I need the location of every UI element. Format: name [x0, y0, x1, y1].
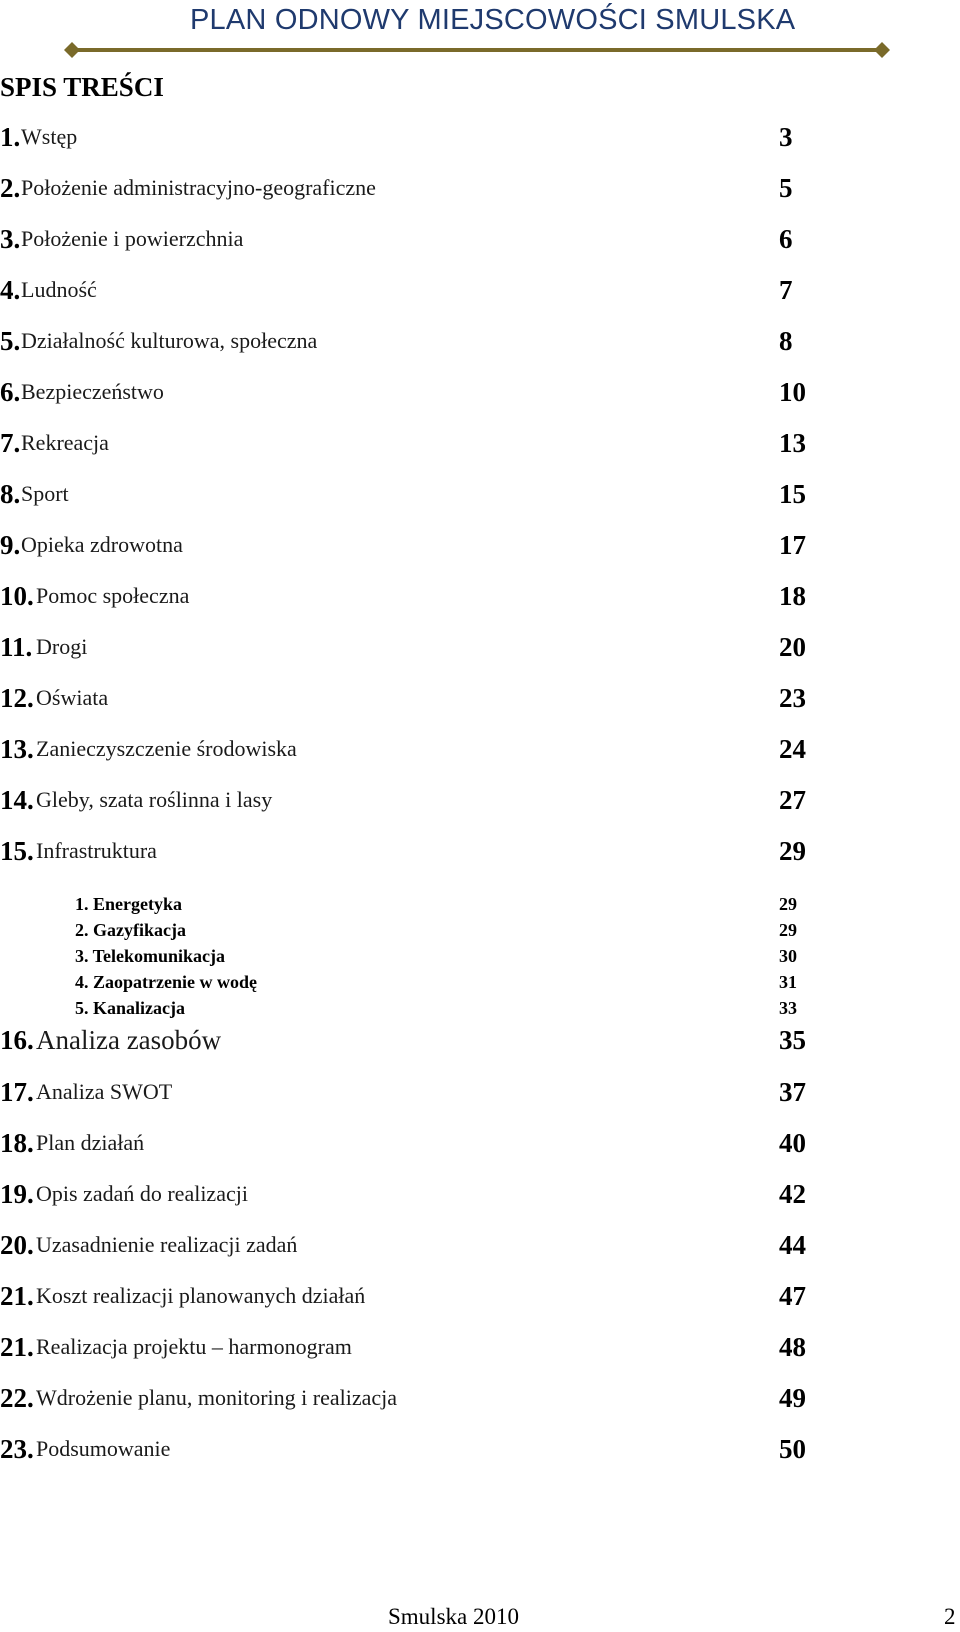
toc-entry-title: Położenie i powierzchnia — [21, 226, 244, 251]
toc-subentry-page: 30 — [779, 946, 797, 966]
toc-entry-number: 14. — [0, 785, 34, 815]
toc-entry-number: 18. — [0, 1128, 34, 1158]
footer-page-number: 2 — [944, 1604, 956, 1629]
toc-entry-title: Opis zadań do realizacji — [36, 1181, 248, 1206]
toc-entry-number: 10. — [0, 581, 34, 611]
toc-subentry-page: 29 — [779, 920, 797, 940]
toc-entry-number: 5. — [0, 326, 21, 356]
toc-entry-number: 21. — [0, 1281, 34, 1311]
toc-entry-page: 44 — [779, 1230, 806, 1260]
toc-entry-title: Bezpieczeństwo — [21, 379, 164, 404]
toc-entry-title: Analiza zasobów — [36, 1025, 222, 1055]
toc-entry — [0, 630, 960, 664]
toc-entry-page: 35 — [779, 1025, 806, 1055]
toc-entry-page: 10 — [779, 377, 806, 407]
toc-entry-number: 4. — [0, 275, 21, 305]
toc-entry-page: 8 — [779, 326, 793, 356]
toc-entry-number: 1. — [0, 122, 21, 152]
toc-entry-number: 19. — [0, 1179, 34, 1209]
toc-entry-title: Uzasadnienie realizacji zadań — [36, 1232, 298, 1257]
toc-entry-page: 47 — [779, 1281, 806, 1311]
toc-entry-page: 3 — [779, 122, 793, 152]
toc-entry-number: 20. — [0, 1230, 34, 1260]
toc-entry — [0, 1177, 960, 1211]
toc-subentry — [0, 969, 960, 995]
toc-entry — [0, 273, 960, 307]
toc-subentry — [0, 917, 960, 943]
toc-entry-title: Opieka zdrowotna — [21, 532, 183, 557]
toc-entry-number: 23. — [0, 1434, 34, 1464]
toc-entry — [0, 477, 960, 511]
toc-entry-title: Podsumowanie — [36, 1436, 171, 1461]
toc-entry-title: Oświata — [36, 685, 109, 710]
toc-entry-page: 6 — [779, 224, 793, 254]
toc-subentry-page: 31 — [779, 972, 797, 992]
toc-subentry — [0, 943, 960, 969]
toc-entry-title: Plan działań — [36, 1130, 145, 1155]
toc-subentry-page: 33 — [779, 998, 797, 1018]
toc-entry-number: 12. — [0, 683, 34, 713]
toc-entry-title: Ludność — [21, 277, 97, 302]
toc-entry-title: Rekreacja — [21, 430, 109, 455]
toc-entry-title: Działalność kulturowa, społeczna — [21, 328, 318, 353]
toc-entry — [0, 171, 960, 205]
toc-entry-page: 42 — [779, 1179, 806, 1209]
toc-subentry-label: 1. Energetyka — [75, 894, 182, 914]
toc-entry-number: 8. — [0, 479, 21, 509]
header-title: PLAN ODNOWY MIEJSCOWOŚCI SMULSKA — [190, 4, 796, 36]
toc-entry-title: Realizacja projektu – harmonogram — [36, 1334, 352, 1359]
toc-entry-number: 22. — [0, 1383, 34, 1413]
toc-entry-title: Wdrożenie planu, monitoring i realizacja — [36, 1385, 398, 1410]
toc-entry-number: 6. — [0, 377, 21, 407]
toc-entry-page: 20 — [779, 632, 806, 662]
toc-entry — [0, 1075, 960, 1109]
toc-entry — [0, 579, 960, 613]
toc-entry — [0, 783, 960, 817]
toc-entry-page: 5 — [779, 173, 793, 203]
toc-entry-title: Koszt realizacji planowanych działań — [36, 1283, 366, 1308]
toc-subentry-page: 29 — [779, 894, 797, 914]
toc-entry-title: Drogi — [36, 634, 88, 659]
toc-entry — [0, 375, 960, 409]
toc-entry-page: 48 — [779, 1332, 806, 1362]
toc-entry-title: Zanieczyszczenie środowiska — [36, 736, 297, 761]
toc-subentry-label: 4. Zaopatrzenie w wodę — [75, 972, 257, 992]
toc-entry-number: 2. — [0, 173, 21, 203]
toc-entry-number: 21. — [0, 1332, 34, 1362]
toc-subentry — [0, 891, 960, 917]
toc-entry — [0, 1228, 960, 1262]
toc-entry — [0, 1279, 960, 1313]
toc-entry-page: 40 — [779, 1128, 806, 1158]
toc-entry — [0, 426, 960, 460]
toc-entry — [0, 732, 960, 766]
toc-entry-number: 17. — [0, 1077, 34, 1107]
toc-subentry — [0, 995, 960, 1021]
toc-entry-number: 13. — [0, 734, 34, 764]
toc-entry-title: Analiza SWOT — [36, 1079, 173, 1104]
toc-entry-number: 3. — [0, 224, 21, 254]
toc-entry — [0, 1126, 960, 1160]
toc-entry-title: Położenie administracyjno-geograficzne — [21, 175, 376, 200]
toc-entry-title: Infrastruktura — [36, 838, 157, 863]
toc-entry — [0, 1381, 960, 1415]
toc-entry-page: 23 — [779, 683, 806, 713]
toc-entry — [0, 222, 960, 256]
toc-entry-number: 11. — [0, 632, 33, 662]
toc-entry — [0, 1330, 960, 1364]
toc-entry-number: 9. — [0, 530, 21, 560]
toc-entry-page: 15 — [779, 479, 806, 509]
toc-entry-number: 15. — [0, 836, 34, 866]
toc-entry-title: Pomoc społeczna — [36, 583, 190, 608]
toc-entry-page: 27 — [779, 785, 806, 815]
footer-text: Smulska 2010 — [388, 1604, 519, 1629]
toc-subentry-label: 3. Telekomunikacja — [75, 946, 226, 966]
toc-entry-page: 37 — [779, 1077, 806, 1107]
toc-entry — [0, 834, 960, 868]
toc-entry-title: Sport — [21, 481, 69, 506]
toc-entry-page: 13 — [779, 428, 806, 458]
toc-entry — [0, 324, 960, 358]
toc-entry-title: Gleby, szata roślinna i lasy — [36, 787, 273, 812]
toc-entry — [0, 1023, 960, 1057]
toc-entry — [0, 528, 960, 562]
toc-entry — [0, 1432, 960, 1466]
toc-subentry-label: 5. Kanalizacja — [75, 998, 185, 1018]
toc-entry — [0, 120, 960, 154]
toc-entry — [0, 681, 960, 715]
toc-entry-page: 24 — [779, 734, 806, 764]
toc-entry-page: 49 — [779, 1383, 806, 1413]
toc-entry-page: 18 — [779, 581, 806, 611]
toc-entry-number: 7. — [0, 428, 21, 458]
toc-entry-page: 7 — [779, 275, 793, 305]
toc-subentry-label: 2. Gazyfikacja — [75, 920, 186, 940]
toc-entry-page: 50 — [779, 1434, 806, 1464]
toc-entry-title: Wstęp — [21, 124, 78, 149]
toc-entry-page: 17 — [779, 530, 806, 560]
toc-heading: SPIS TREŚCI — [0, 72, 164, 102]
toc-entry-page: 29 — [779, 836, 806, 866]
toc-entry-number: 16. — [0, 1025, 34, 1055]
